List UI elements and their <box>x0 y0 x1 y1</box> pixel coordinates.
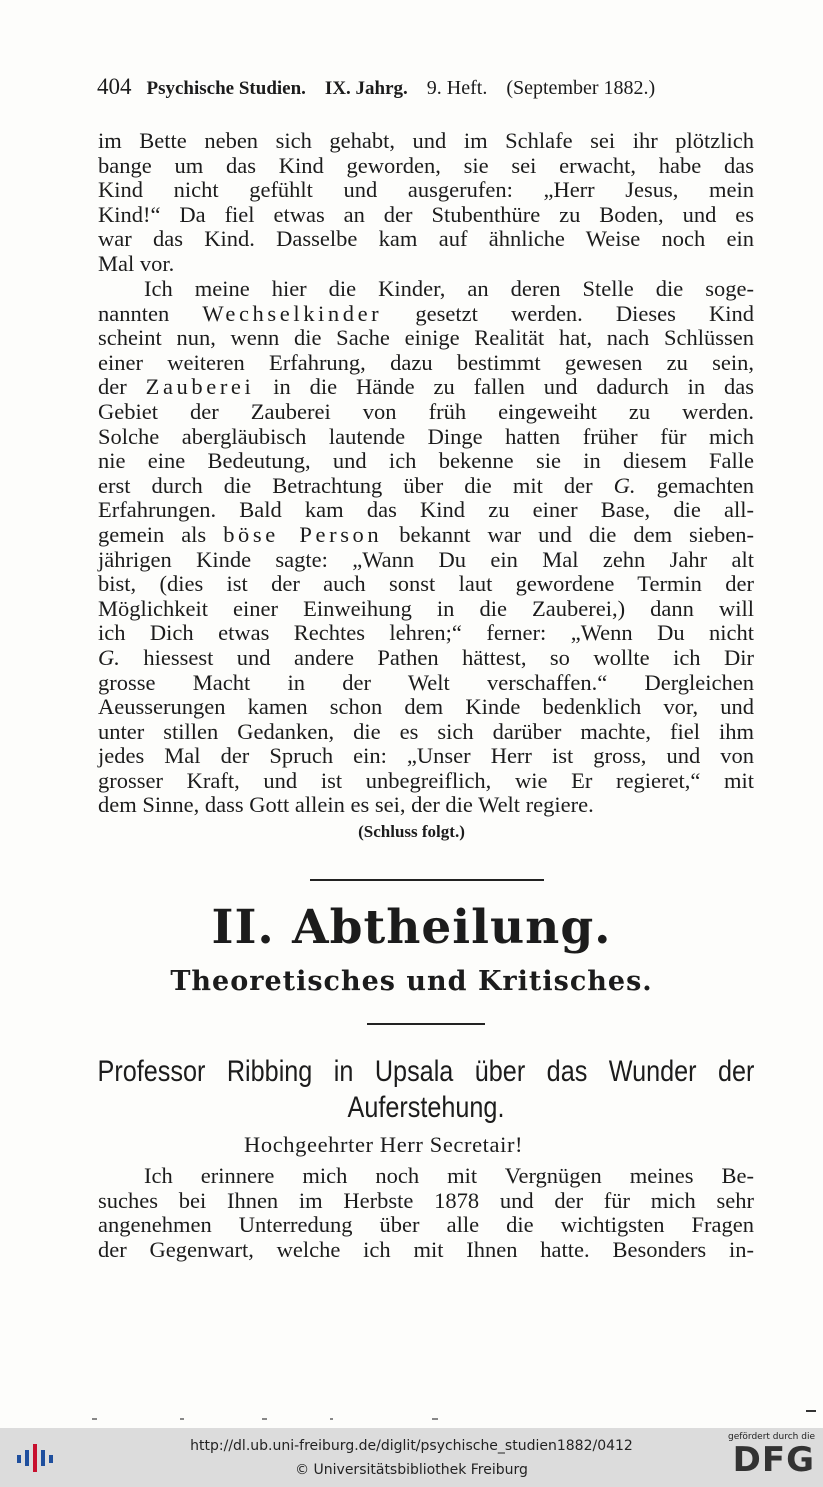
text-line: einer weiteren Erfahrung, dazu bestimmt gewesen zu sein, <box>98 349 754 375</box>
spaced-term: böse Person <box>223 521 383 547</box>
text-line: ich Dich etwas Rechtes lehren;“ ferner: „Wenn Du nicht <box>98 620 754 646</box>
section-divider <box>310 879 544 881</box>
text-line: G. hiessest und andere Pathen hättest, so wollte ich Dir <box>98 644 755 670</box>
italic-initial: G. <box>613 472 636 498</box>
italic-initial: G. <box>98 644 120 670</box>
text-line: Möglichkeit einer Einweihung in die Zauberei,) dann will <box>98 595 754 621</box>
scan-artifact <box>330 1418 333 1420</box>
text-line: bange um das Kind geworden, sie sei erwacht, habe das <box>98 152 754 178</box>
text-line: Kind nicht gefühlt und ausgerufen: „Herr Jesus, mein <box>98 177 754 203</box>
journal-title: Psychische Studien. <box>146 78 306 99</box>
text-line: Aeusserungen kamen schon dem Kinde bedenklich vor, und <box>98 694 754 720</box>
section-subtitle: Theoretisches und Kritisches. <box>170 966 653 997</box>
issue-date: (September 1882.) <box>506 77 656 99</box>
text-line: der Gegenwart, welche ich mit Ihnen hatte. Besonders in- <box>98 1236 754 1262</box>
text-line: jährigen Kinde sagte: „Wann Du ein Mal zehn Jahr alt <box>98 546 754 572</box>
paragraph-changelings <box>98 277 754 818</box>
text-line: nannten Wechselkinder gesetzt werden. Dieses Kind <box>98 300 755 326</box>
journal-year: IX. Jahrg. <box>324 78 408 99</box>
text-line: dem Sinne, dass Gott allein es sei, der die Welt regiere. <box>98 792 594 818</box>
text-line: unter stillen Gedanken, die es sich darüber machte, fiel ihm <box>98 718 754 744</box>
text-line: gemein als böse Person bekannt war und die dem sieben- <box>98 521 755 547</box>
scan-artifact <box>262 1418 267 1420</box>
text-line: Kind!“ Da fiel etwas an der Stubenthüre zu Boden, und es <box>98 201 754 227</box>
text-line: bist, (dies ist der auch sonst laut gewordene Termin der <box>98 571 754 597</box>
text-line: Ich erinnere mich noch mit Vergnügen meines Be- <box>144 1163 754 1188</box>
section-title: II. Abtheilung. <box>211 900 612 955</box>
text-line: Gebiet der Zauberei von früh eingeweiht zu werden. <box>98 398 754 424</box>
article-title-line: Auferstehung. <box>347 1091 505 1124</box>
text-line: erst durch die Betrachtung über die mit der G. gemachten <box>98 472 755 498</box>
text-line: Ich meine hier die Kinder, an deren Stelle die soge- <box>144 276 754 301</box>
viewer-footer <box>0 1428 823 1487</box>
running-header <box>97 74 757 100</box>
text-line: grosser Kraft, und ist unbegreiflich, wie Er regieret,“ mit <box>98 767 754 793</box>
scan-artifact <box>432 1418 438 1420</box>
subsection-divider <box>367 1023 485 1025</box>
spaced-term: Wechselkinder <box>202 300 383 326</box>
permalink-url[interactable]: http://dl.ub.uni-freiburg.de/diglit/psychische_studien1882/0412 <box>190 1438 633 1454</box>
article-title-line: Professor Ribbing in Upsala über das Wunder der <box>97 1055 755 1088</box>
issue-number: 9. Heft. <box>426 77 488 99</box>
spaced-term: Zauberei <box>145 374 255 400</box>
text-line: Mal vor. <box>98 250 175 276</box>
paragraph-continued <box>98 129 754 277</box>
text-line: grosse Macht in der Welt verschaffen.“ Dergleichen <box>98 669 754 695</box>
salutation: Hochgeehrter Herr Secretair! <box>244 1132 524 1157</box>
funding-note: gefördert durch die <box>728 1432 815 1442</box>
text-line: angenehmen Unterredung über alle die wichtigsten Fragen <box>98 1212 754 1238</box>
copyright-notice: © Universitätsbibliothek Freiburg <box>295 1462 528 1478</box>
page-number: 404 <box>97 74 132 99</box>
text-line: Erfahrungen. Bald kam das Kind zu einer Base, die all- <box>98 497 754 523</box>
text-line: war das Kind. Dasselbe kam auf ähnliche Weise noch ein <box>98 226 754 252</box>
text-line: jedes Mal der Spruch ein: „Unser Herr ist gross, und von <box>98 743 754 769</box>
scan-artifact <box>180 1418 184 1420</box>
article-title <box>97 1054 755 1126</box>
continuation-note: (Schluss folgt.) <box>358 822 465 841</box>
text-line: Solche abergläubisch lautende Dinge hatten früher für mich <box>98 423 754 449</box>
scan-artifact <box>92 1418 97 1420</box>
article-paragraph <box>98 1164 754 1262</box>
funder-logo-text: DFG <box>732 1440 815 1480</box>
text-line: der Zauberei in die Hände zu fallen und dadurch in das <box>98 374 755 400</box>
scan-artifact <box>806 1410 816 1412</box>
text-line: im Bette neben sich gehabt, und im Schlafe sei ihr plötzlich <box>98 128 754 153</box>
text-line: scheint nun, wenn die Sache einige Realität hat, nach Schlüssen <box>98 325 754 351</box>
text-line: nie eine Bedeutung, und ich bekenne sie in diesem Falle <box>98 448 754 474</box>
text-line: suches bei Ihnen im Herbste 1878 und der für mich sehr <box>98 1187 754 1213</box>
dfg-logo-icon[interactable] <box>725 1432 815 1484</box>
